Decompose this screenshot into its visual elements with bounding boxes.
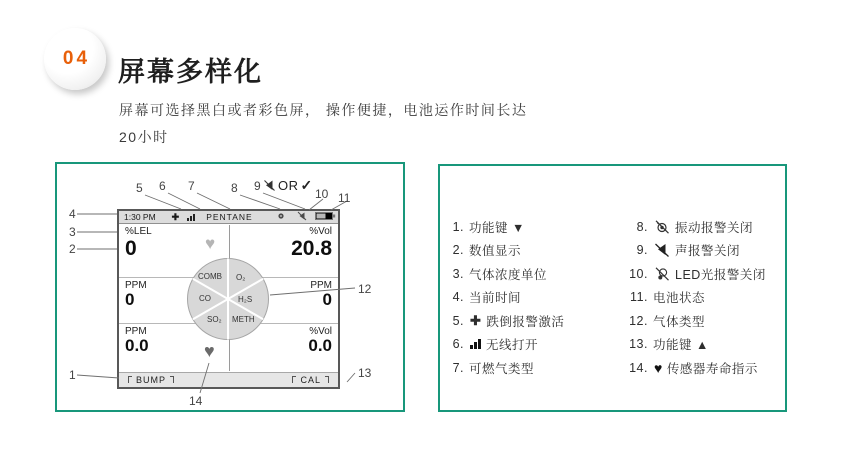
fall-alarm-icon: ✚ (470, 313, 482, 329)
legend-label: 功能键 ▲ (653, 338, 709, 353)
legend-item-10 (626, 262, 766, 286)
legend-label: 当前时间 (469, 291, 522, 306)
wheel-sector-label: H₂S (238, 295, 253, 304)
bracket-mark (128, 376, 132, 383)
legend-label: LED光报警关闭 (675, 267, 766, 282)
vibration-alarm-off-icon (277, 212, 285, 222)
sound-alarm-off-icon (263, 179, 276, 192)
legend-item-9 (626, 239, 766, 263)
legend-label: 气体浓度单位 (469, 267, 548, 282)
legend-item-8 (626, 215, 766, 239)
time-label: 1:30 PM (124, 212, 156, 222)
reading-value: 0.0 (308, 336, 332, 355)
vibration-alarm-off-icon (654, 219, 670, 235)
subtitle-line-2: 20小时 (119, 129, 169, 145)
legend-label: 传感器寿命指示 (666, 361, 758, 376)
legend-panel (438, 164, 787, 412)
legend-column-right (626, 215, 766, 380)
legend-item-3 (450, 262, 564, 286)
wireless-icon (470, 339, 481, 349)
callout-2: 2 (69, 242, 76, 256)
legend-item-5 (450, 309, 564, 333)
cal-softkey (292, 375, 329, 385)
reading-value: 0 (322, 290, 332, 309)
sensor-life-heart-icon: ♥ (654, 359, 663, 376)
legend-label: 无线打开 (486, 338, 539, 353)
unit-label: %Vol (309, 326, 332, 337)
legend-number: 2. (452, 243, 464, 258)
legend-item-11 (626, 286, 766, 310)
legend-label: 数值显示 (469, 244, 522, 259)
sensor-life-heart-icon: ♥ (205, 234, 216, 253)
subtitle-line-1: 屏幕可选择黑白或者彩色屏， 操作便捷，电池运作时间长达 (119, 102, 528, 118)
legend-number: 5. (452, 313, 464, 328)
sensor-life-heart-icon: ♥ (204, 341, 215, 361)
bracket-mark (325, 376, 329, 383)
wheel-sector-label: METH (232, 315, 255, 324)
wheel-sector-label: SO₂ (207, 315, 222, 324)
legend-item-4 (450, 286, 564, 310)
legend-label: 功能键 ▼ (469, 220, 525, 235)
legend-item-2 (450, 239, 564, 263)
callout-9: 9 (254, 179, 261, 193)
callout-11: 11 (338, 191, 351, 205)
sound-alarm-off-icon (654, 242, 670, 258)
callout-7: 7 (188, 179, 195, 193)
callout-8: 8 (231, 181, 238, 195)
reading-value: 20.8 (291, 237, 332, 260)
bump-label: BUMP (136, 375, 167, 385)
legend-item-12 (626, 309, 766, 333)
callout-6: 6 (159, 179, 166, 193)
legend-item-13 (626, 333, 766, 357)
status-bar (119, 211, 338, 224)
unit-label: PPM (310, 280, 332, 291)
legend-number: 3. (452, 266, 464, 281)
bracket-mark (170, 376, 174, 383)
legend-number: 7. (452, 360, 464, 375)
callout-3: 3 (69, 225, 76, 239)
unit-label: %Vol (309, 226, 332, 237)
legend-item-14 (626, 356, 766, 380)
callout-1: 1 (69, 368, 76, 382)
reading-value: 0 (125, 237, 137, 260)
callout-14: 14 (189, 394, 203, 408)
unit-label: %LEL (125, 226, 152, 237)
legend-column-left (450, 215, 564, 380)
or-label: OR (278, 178, 299, 193)
bracket-mark (292, 376, 296, 383)
legend-number: 10. (629, 266, 648, 281)
legend-item-6 (450, 333, 564, 357)
legend-number: 14. (629, 360, 648, 375)
callout-4: 4 (69, 207, 76, 221)
legend-number: 4. (452, 290, 464, 305)
legend-number: 6. (452, 337, 464, 352)
legend-label: 气体类型 (653, 314, 706, 329)
legend-number: 13. (629, 337, 648, 352)
cal-label: CAL (300, 375, 321, 385)
gas-type-label: PENTANE (206, 212, 253, 222)
bump-softkey (128, 375, 174, 385)
legend-number: 12. (629, 313, 648, 328)
device-screen (117, 209, 340, 389)
callout-12: 12 (358, 282, 372, 296)
check-icon: ✓ (300, 177, 313, 193)
legend-number: 1. (452, 219, 464, 234)
device-screen-panel (55, 162, 405, 412)
fall-alarm-icon: ✚ (171, 211, 180, 222)
legend-label: 电池状态 (653, 291, 706, 306)
led-alarm-off-icon (654, 266, 670, 282)
legend-label: 声报警关闭 (675, 244, 741, 259)
legend-number: 9. (636, 243, 648, 258)
wheel-sector-label: O₂ (236, 273, 246, 282)
wheel-sector-label: CO (199, 294, 211, 303)
callout-5: 5 (136, 181, 143, 195)
legend-label: 振动报警关闭 (675, 220, 754, 235)
sound-alarm-off-icon (297, 211, 307, 223)
section-number-badge: 04 (44, 28, 106, 90)
battery-icon (315, 211, 336, 223)
reading-value: 0 (125, 290, 135, 309)
legend-label: 跌倒报警激活 (486, 314, 565, 329)
page-title: 屏幕多样化 (118, 57, 263, 87)
legend-item-1 (450, 215, 564, 239)
legend-number: 11. (630, 290, 648, 305)
wireless-signal-icon (187, 214, 195, 221)
unit-label: PPM (125, 280, 147, 291)
callout-10: 10 (315, 187, 329, 201)
legend-item-7 (450, 356, 564, 380)
wheel-sector-label: COMB (198, 272, 222, 281)
gas-wheel (186, 257, 270, 341)
callout-13: 13 (358, 366, 372, 380)
softkey-bar (119, 372, 338, 387)
legend-number: 8. (636, 219, 648, 234)
reading-value: 0.0 (125, 336, 149, 355)
alarm-state-annotation (263, 177, 312, 194)
unit-label: PPM (125, 326, 147, 337)
legend-label: 可燃气类型 (469, 361, 535, 376)
